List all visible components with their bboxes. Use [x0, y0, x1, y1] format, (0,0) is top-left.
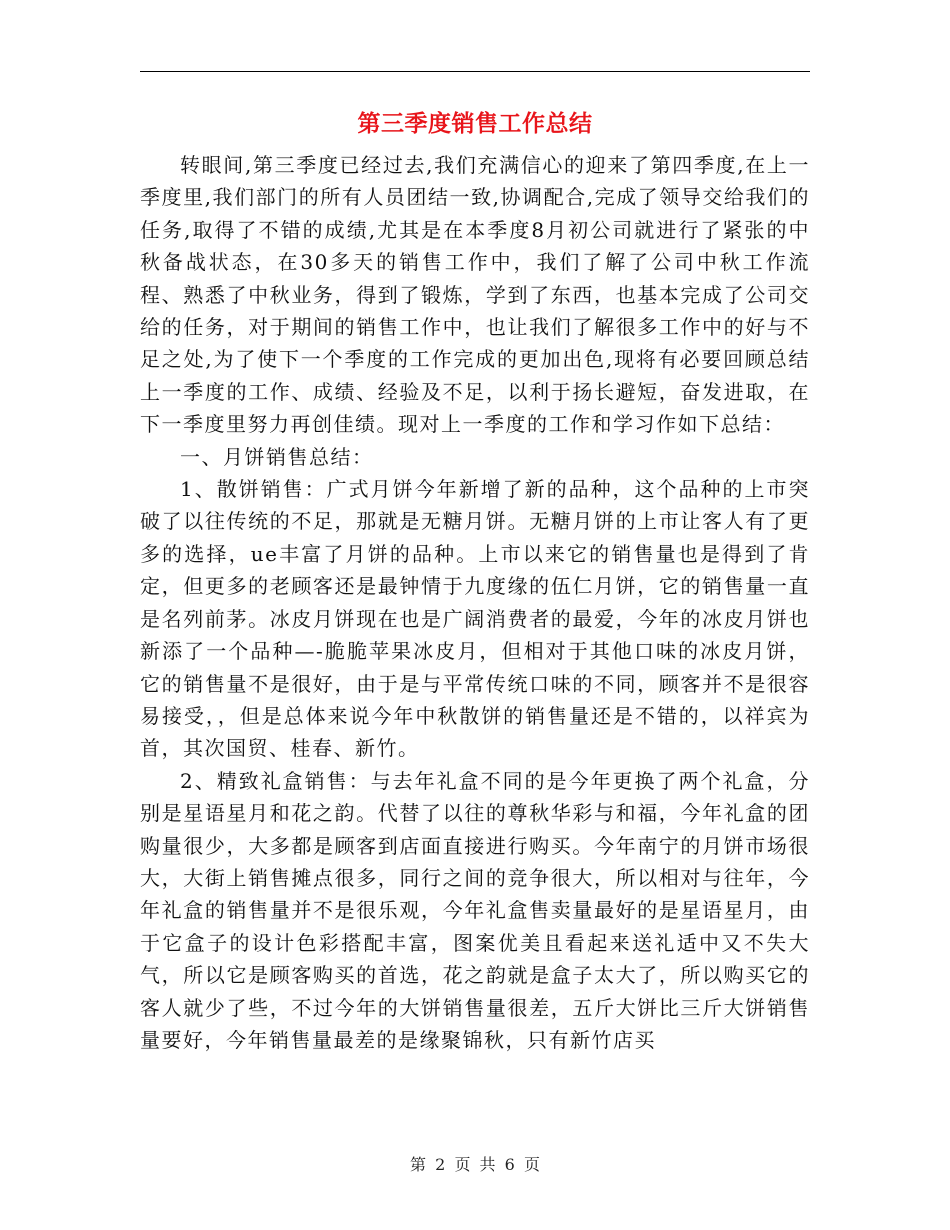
section-heading-mooncake-sales: 一、月饼销售总结： [180, 444, 374, 469]
paragraph-gift-box-sales: 2、精致礼盒销售：与去年礼盒不同的是今年更换了两个礼盒，分别是星语星月和花之韵。代替了以往的尊秋华彩与和福，今年礼盒的团购量很少，大多都是顾客到店面直接进行购买。今年南宁的月饼市场很大，大街上销售摊点很多，同行之间的竞争很大，所以相对与往年，今年礼盒的销售量并不是很乐观，今年礼盒售卖量最好的是星语星月，由于它盒子的设计色彩搭配丰富，图案优美且看起来送礼适中又不失大气，所以它是顾客购买的首选，花之韵就是盒子太大了，所以购买它的客人就少了些，不过今年的大饼销售量很差，五斤大饼比三斤大饼销售量要好，今年销售量最差的是缘聚锦秋，只有新竹店买 [140, 768, 810, 1052]
page-footer [0, 1154, 950, 1176]
footer-page-word: 页 [454, 1155, 471, 1174]
paragraph-intro: 转眼间,第三季度已经过去,我们充满信心的迎来了第四季度,在上一季度里,我们部门的所有人员团结一致,协调配合,完成了领导交给我们的任务,取得了不错的成绩,尤其是在本季度8月初公司就进行了紧张的中秋备战状态，在30多天的销售工作中，我们了解了公司中秋工作流程、熟悉了中秋业务，得到了锻炼，学到了东西，也基本完成了公司交给的任务，对于期间的销售工作中，也让我们了解很多工作中的好与不足之处,为了使下一个季度的工作完成的更加出色,现将有必要回顾总结上一季度的工作、成绩、经验及不足，以利于扬长避短，奋发进取，在下一季度里努力再创佳绩。现对上一季度的工作和学习作如下总结： [140, 153, 810, 437]
footer-prefix: 第 [410, 1155, 427, 1174]
footer-current-page: 2 [435, 1155, 446, 1174]
header-rule [140, 71, 810, 72]
footer-total-word: 共 [479, 1155, 496, 1174]
document-title: 第三季度销售工作总结 [357, 110, 593, 137]
paragraph-loose-mooncake-sales: 1、散饼销售：广式月饼今年新增了新的品种，这个品种的上市突破了以往传统的不足，那就是无糖月饼。无糖月饼的上市让客人有了更多的选择，ue丰富了月饼的品种。上市以来它的销售量也是得到了肯定，但更多的老顾客还是最钟情于九度缘的伍仁月饼，它的销售量一直是名列前茅。冰皮月饼现在也是广阔消费者的最爱，今年的冰皮月饼也新添了一个品种—-脆脆苹果冰皮月，但相对于其他口味的冰皮月饼，它的销售量不是很好，由于是与平常传统口味的不同，顾客并不是很容易接受，，但是总体来说今年中秋散饼的销售量还是不错的，以祥宾为首，其次国贸、桂春、新竹。 [140, 477, 810, 761]
document-body [140, 149, 810, 1056]
footer-suffix: 页 [523, 1155, 540, 1174]
footer-total-pages: 6 [504, 1155, 515, 1174]
